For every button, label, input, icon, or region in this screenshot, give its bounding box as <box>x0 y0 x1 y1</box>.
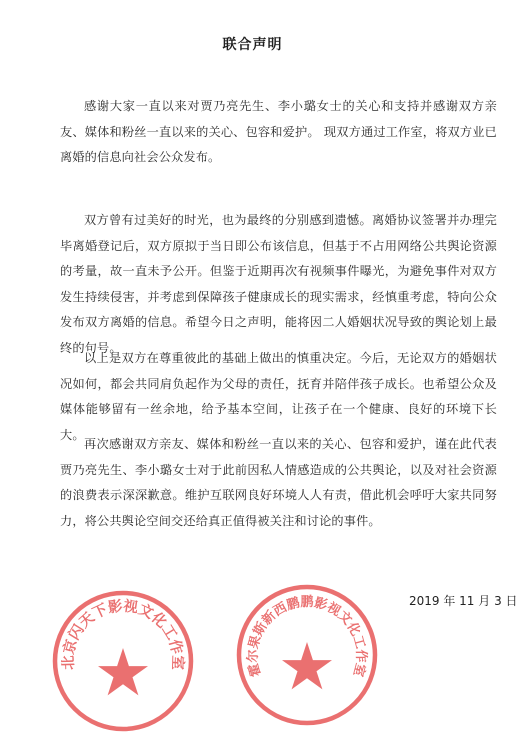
left-studio-seal <box>48 586 198 736</box>
paragraph-4: 再次感谢双方亲友、媒体和粉丝一直以来的关心、包容和爱护，谨在此代表贾乃亮先生、李小璐女士对于此前因私人情感造成的公共舆论，以及对社会资源的浪费表示深深歉意。维护互联网良好环境人人有责，借此机会呼吁大家共同努力，将公共舆论空间交还给真正值得被关注和讨论的事件。 <box>60 437 497 528</box>
document-title: 联合声明 <box>222 37 283 53</box>
paragraph-1: 感谢大家一直以来对贾乃亮先生、李小璐女士的关心和支持并感谢双方亲友、媒体和粉丝一直以来的关心、包容和爱护。 现双方通过工作室，将双方业已离婚的信息向社会公众发布。 <box>60 99 497 165</box>
paragraph-3: 以上是双方在尊重彼此的基础上做出的慎重决定。今后，无论双方的婚姻状况如何，都会共同肩负起作为父母的责任，抚育并陪伴孩子成长。也希望公众及媒体能够留有一丝余地，给予基本空间，让孩子在一个健康、良好的环境下长大。 <box>60 351 497 442</box>
right-studio-seal <box>232 580 382 730</box>
star-icon <box>98 648 148 695</box>
svg-text:北京闪天下影视文化工作室: 北京闪天下影视文化工作室 <box>60 598 186 671</box>
statement-date: 2019 年 11 月 3 日 <box>409 594 518 608</box>
star-icon <box>282 642 332 689</box>
svg-text:霍尔果斯新西鹏鹏影视文化工作室: 霍尔果斯新西鹏鹏影视文化工作室 <box>245 595 369 679</box>
paragraph-2: 双方曾有过美好的时光，也为最终的分别感到遗憾。离婚协议签署并办理完毕离婚登记后，双方原拟于当日即公布该信息，但基于不占用网络公共舆论资源的考量，故一直未予公开。但鉴于近期再次有视频事件曝光，为避免事件对双方发生持续侵害，并考虑到保障孩子健康成长的现实需求，经慎重考虑，特向公众发布双方离婚的信息。希望今日之声明，能将因二人婚姻状况导致的舆论划上最终的句号。 <box>60 213 497 355</box>
